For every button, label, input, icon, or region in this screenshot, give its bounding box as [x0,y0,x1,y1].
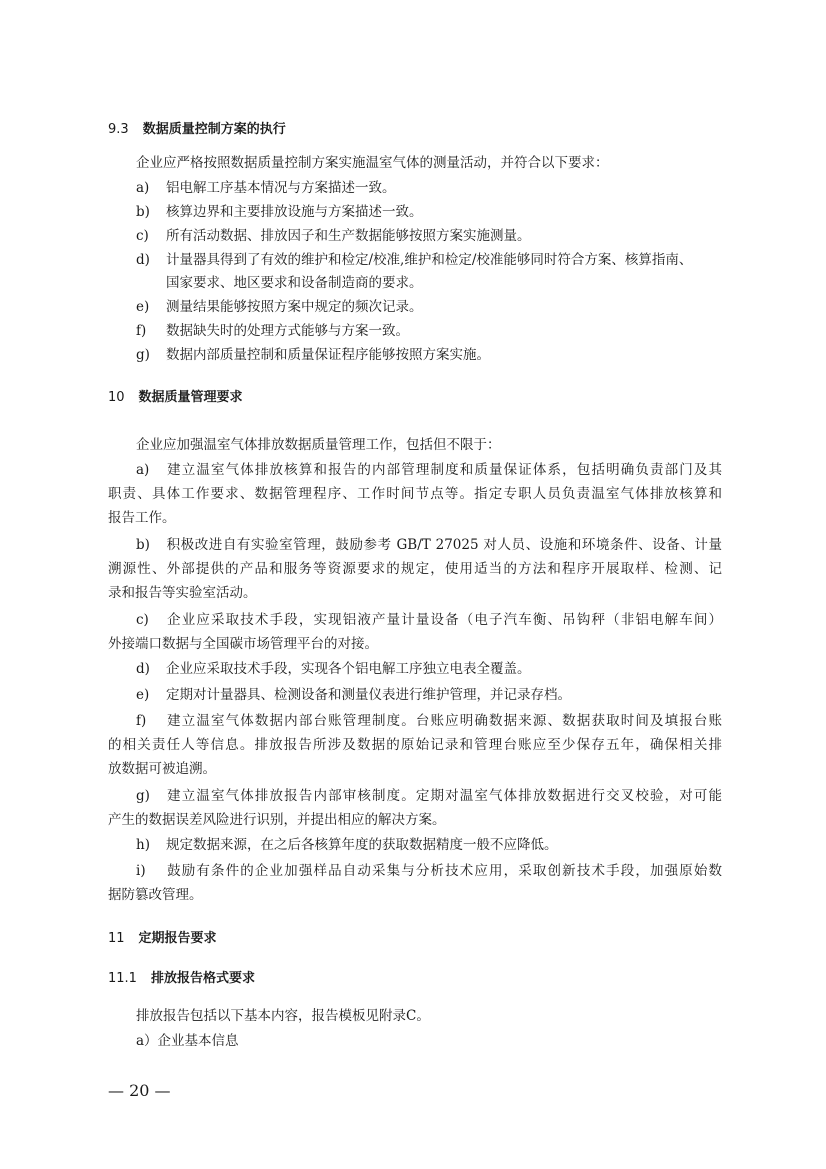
list-item [136,461,722,479]
paragraph: 排放报告包括以下基本内容，报告模板见附录C。 [136,1008,430,1024]
item-text: 规定数据来源，在之后各核算年度的获取数据精度一般不应降低。 [166,837,558,853]
list-item [136,346,490,364]
list-item [136,227,531,245]
item-label: f) [136,713,147,729]
section-number: 11.1 [108,971,137,986]
section-title: 排放报告格式要求 [150,971,255,986]
list-item-continuation: 外接端口数据与全国碳市场管理平台的对接。 [108,636,378,652]
section-title: 定期报告要求 [138,931,217,946]
item-label: b) [136,204,150,220]
list-item-continuation: 产生的数据误差风险进行识别，并提出相应的解决方案。 [108,812,446,828]
list-item-continuation: 国家要求、地区要求和设备制造商的要求。 [166,275,423,291]
item-text: 积极改进自有实验室管理，鼓励参考 GB/T 27025 对人员、设施和环境条件、设备、计量 [166,537,722,553]
item-text: 鼓励有条件的企业加强样品自动采集与分析技术应用，采取创新技术手段，加强原始数 [166,863,722,879]
item-text: 核算边界和主要排放设施与方案描述一致。 [166,204,423,220]
list-item-continuation: 溯源性、外部提供的产品和服务等资源要求的规定，使用适当的方法和程序开展取样、检测、记 [108,561,722,577]
list-item-continuation: 据防篡改管理。 [108,887,203,903]
section-11-heading [108,930,217,948]
item-label: a) [136,462,150,478]
list-item-continuation: 放数据可被追溯。 [108,761,216,777]
section-number: 11 [108,931,125,946]
item-text: 所有活动数据、排放因子和生产数据能够按照方案实施测量。 [166,228,531,244]
item-label: d) [136,252,150,268]
item-label: b) [136,537,150,553]
item-text: 建立温室气体排放核算和报告的内部管理制度和质量保证体系，包括明确负责部门及其 [166,462,722,478]
item-label: g) [136,347,150,363]
paragraph: 企业应严格按照数据质量控制方案实施温室气体的测量活动，并符合以下要求： [136,155,609,171]
item-label: e) [136,299,150,315]
list-item-continuation: 录和报告等实验室活动。 [108,585,257,601]
item-text: 测量结果能够按照方案中规定的频次记录。 [166,299,423,315]
list-item [136,251,692,269]
section-title: 数据质量控制方案的执行 [142,122,286,137]
list-item [136,298,423,316]
list-item-continuation: 的相关责任人等信息。排放报告所涉及数据的原始记录和管理台账应至少保存五年，确保相关排 [108,737,722,753]
item-label: h) [136,837,150,853]
item-text: 数据缺失时的处理方式能够与方案一致。 [166,323,409,339]
list-item [136,322,409,340]
list-item: a）企业基本信息 [136,1033,239,1049]
item-label: g) [136,788,150,804]
item-label: c) [136,228,149,244]
item-text: 定期对计量器具、检测设备和测量仪表进行维护管理，并记录存档。 [166,687,571,703]
list-item [136,179,396,197]
item-text: 计量器具得到了有效的维护和检定/校准,维护和检定/校准能够同时符合方案、核算指南、 [166,252,693,268]
list-item [136,787,722,805]
list-item [136,611,722,629]
item-text: 建立温室气体数据内部台账管理制度。台账应明确数据来源、数据获取时间及填报台账 [166,713,722,729]
section-number: 9.3 [108,122,129,137]
list-item [136,536,722,554]
item-label: a) [136,180,150,196]
item-text: 数据内部质量控制和质量保证程序能够按照方案实施。 [166,347,490,363]
section-10-heading [108,389,243,407]
item-text: 企业应采取技术手段，实现各个铝电解工序独立电表全覆盖。 [166,661,531,677]
section-9-3-heading [108,121,286,139]
list-item [136,836,558,854]
list-item [136,862,722,880]
item-text: 企业应采取技术手段，实现铝液产量计量设备（电子汽车衡、吊钩秤（非铝电解车间） [166,612,722,628]
item-text: 建立温室气体排放报告内部审核制度。定期对温室气体排放数据进行交叉校验，对可能 [166,788,722,804]
list-item [136,660,531,678]
item-label: c) [136,612,149,628]
item-label: e) [136,687,150,703]
section-title: 数据质量管理要求 [138,390,243,405]
item-label: d) [136,661,150,677]
item-text: 铝电解工序基本情况与方案描述一致。 [166,180,396,196]
list-item-continuation: 职责、具体工作要求、数据管理程序、工作时间节点等。指定专职人员负责温室气体排放核算和 [108,486,722,502]
item-label: i) [136,863,146,879]
section-number: 10 [108,390,125,405]
paragraph: 企业应加强温室气体排放数据质量管理工作，包括但不限于： [136,437,501,453]
list-item [136,712,722,730]
list-item [136,686,571,704]
list-item [136,203,423,221]
section-11-1-heading [108,970,255,988]
list-item-continuation: 报告工作。 [108,510,176,526]
page-number: — 20 — [108,1081,171,1100]
item-label: f) [136,323,147,339]
